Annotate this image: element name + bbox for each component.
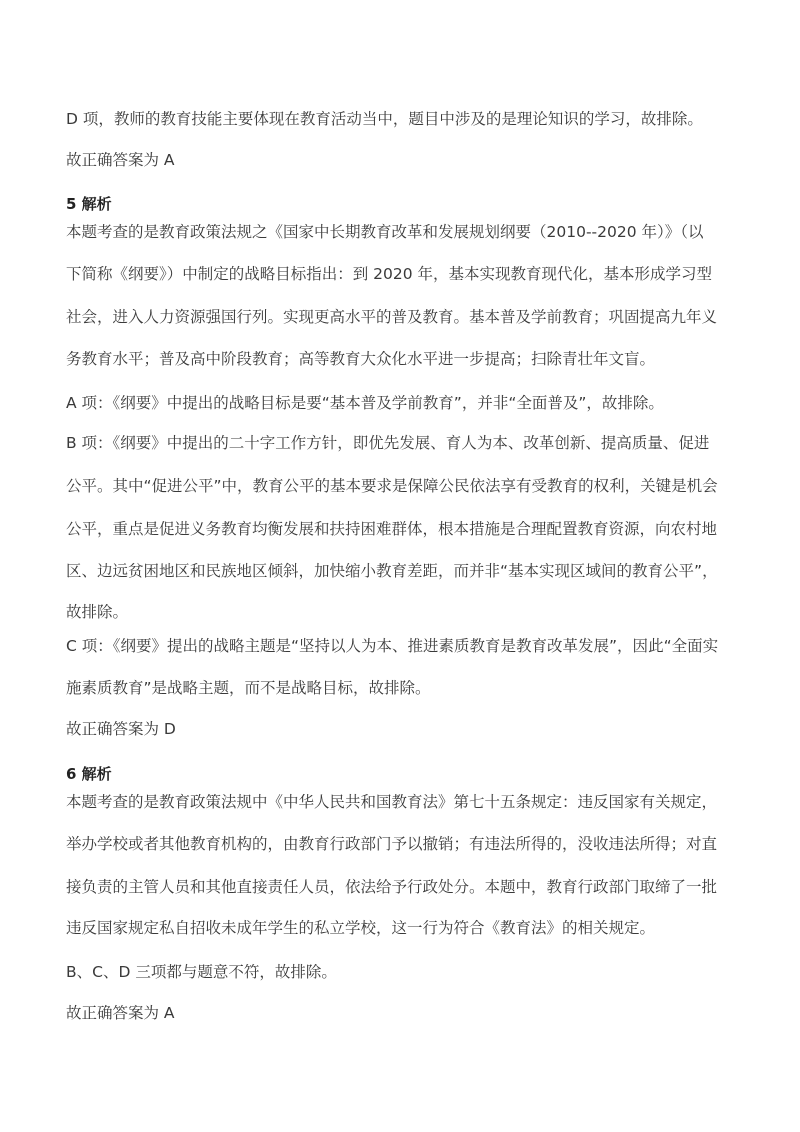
paragraph-line: 本题考查的是教育政策法规中《中华人民共和国教育法》第七十五条规定：违反国家有关规定， — [66, 793, 718, 811]
paragraph-line: 本题考查的是教育政策法规之《国家中长期教育改革和发展规划纲要（2010--2020 年）》（以 — [66, 223, 704, 241]
option-c-explanation: C 项：《纲要》提出的战略主题是“坚持以人为本、推进素质教育是教育改革发展”，因此“全面实 — [66, 637, 719, 655]
section-heading-q5: 5 解析 — [66, 195, 112, 213]
option-b-explanation: B 项：《纲要》中提出的二十字工作方针，即优先发展、育人为本、改革创新、提高质量、促进 — [66, 434, 710, 452]
paragraph-line: 社会，进入人力资源强国行列。实现更高水平的普及教育。基本普及学前教育；巩固提高九年义 — [66, 308, 718, 326]
paragraph-line: 区、边远贫困地区和民族地区倾斜，加快缩小教育差距，而并非“基本实现区域间的教育公平”， — [66, 562, 718, 580]
paragraph-line: 故排除。 — [66, 603, 129, 621]
paragraph-line: 公平。其中“促进公平”中，教育公平的基本要求是保障公民依法享有受教育的权利，关键是机会 — [66, 477, 718, 495]
answer-line-q6: 故正确答案为 A — [66, 1004, 175, 1022]
option-a-explanation: A 项：《纲要》中提出的战略目标是要“基本普及学前教育”，并非“全面普及”，故排除。 — [66, 394, 664, 412]
option-d-explanation: D 项，教师的教育技能主要体现在教育活动当中，题目中涉及的是理论知识的学习，故排除。 — [66, 110, 703, 128]
paragraph-line: 接负责的主管人员和其他直接责任人员，依法给予行政处分。本题中，教育行政部门取缔了一批 — [66, 878, 718, 896]
options-bcd-explanation: B、C、D 三项都与题意不符，故排除。 — [66, 963, 337, 981]
paragraph-line: 公平，重点是促进义务教育均衡发展和扶持困难群体，根本措施是合理配置教育资源，向农村地 — [66, 520, 718, 538]
section-heading-q6: 6 解析 — [66, 765, 112, 783]
paragraph-line: 下简称《纲要》）中制定的战略目标指出：到 2020 年，基本实现教育现代化，基本形成学习型 — [66, 265, 713, 283]
answer-line-q5: 故正确答案为 D — [66, 720, 176, 738]
paragraph-line: 施素质教育”是战略主题，而不是战略目标，故排除。 — [66, 679, 431, 697]
answer-line-q4: 故正确答案为 A — [66, 151, 175, 169]
paragraph-line: 违反国家规定私自招收未成年学生的私立学校，这一行为符合《教育法》的相关规定。 — [66, 919, 656, 937]
paragraph-line: 务教育水平；普及高中阶段教育；高等教育大众化水平进一步提高；扫除青壮年文盲。 — [66, 350, 656, 368]
paragraph-line: 举办学校或者其他教育机构的，由教育行政部门予以撤销；有违法所得的，没收违法所得；对直 — [66, 835, 718, 853]
